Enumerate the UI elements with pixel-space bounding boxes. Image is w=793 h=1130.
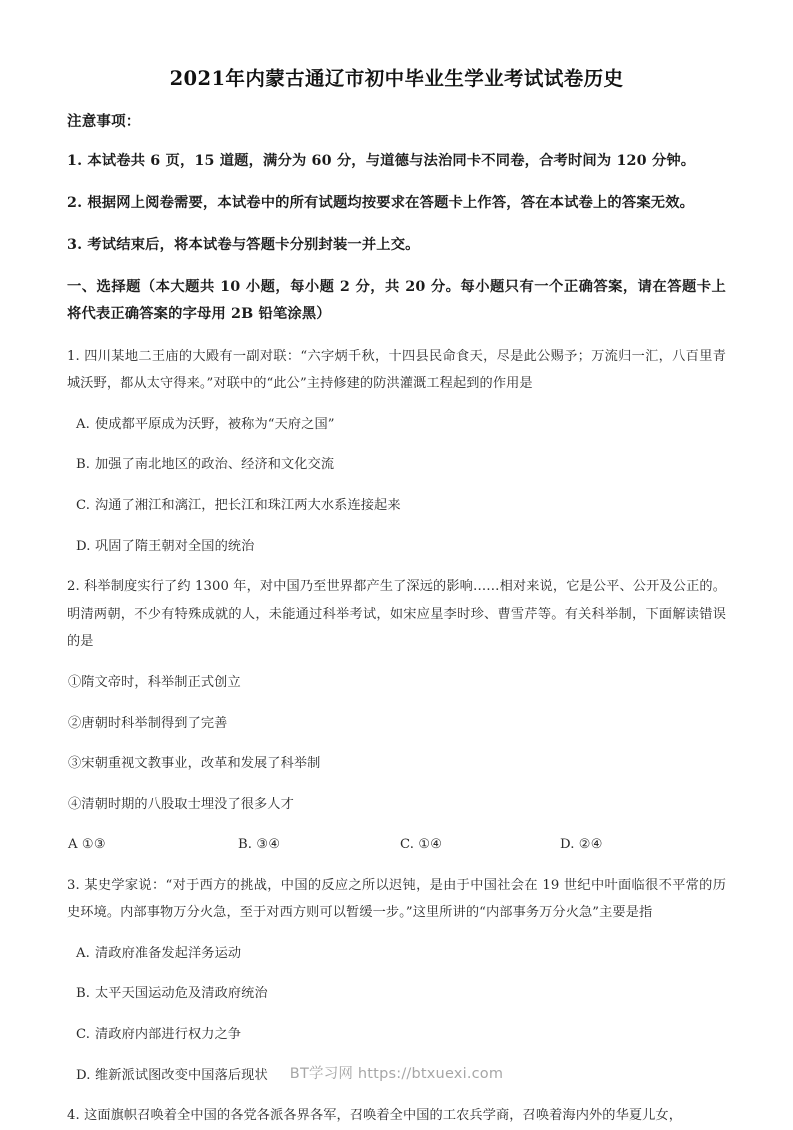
- question-2-statement-2: ②唐朝时科举制得到了完善: [68, 715, 228, 731]
- notice-heading: 注意事项：: [67, 113, 141, 131]
- question-2-options-row: [67, 831, 726, 858]
- question-2-statement-4: ④清朝时期的八股取士埋没了很多人才: [68, 796, 294, 812]
- option-label: A: [68, 837, 78, 853]
- option-text: 清政府内部进行权力之争: [95, 1027, 242, 1043]
- option-text: ①④: [418, 837, 443, 853]
- option-label: B.: [238, 837, 253, 853]
- question-2-option-b[interactable]: [238, 831, 280, 858]
- option-text: 加强了南北地区的政治、经济和文化交流: [95, 457, 335, 473]
- option-text: ①③: [81, 837, 106, 853]
- question-3: [60, 872, 733, 1089]
- footer-watermark: BT学习网 https://btxuexi.com: [289, 1066, 504, 1082]
- option-label: D.: [560, 837, 575, 853]
- option-text: 清政府准备发起洋务运动: [95, 945, 242, 961]
- section-one-heading: 一、选择题（本大题共 10 小题，每小题 2 分，共 20 分。每小题只有一个正确答案，请在答题卡上将代表正确答案的字母用 2B 铅笔涂黑）: [67, 278, 726, 322]
- option-label: C.: [76, 1027, 91, 1043]
- option-text: 太平天国运动危及清政府统治: [95, 986, 268, 1002]
- question-4: [60, 1102, 733, 1129]
- question-2-option-d[interactable]: [560, 831, 603, 858]
- option-label: D.: [76, 538, 91, 554]
- question-2-option-c[interactable]: [400, 831, 442, 858]
- option-label: A.: [76, 416, 90, 432]
- question-3-option-a[interactable]: [67, 940, 726, 967]
- option-text: 维新派试图改变中国落后现状: [95, 1067, 268, 1083]
- question-2: [60, 573, 733, 858]
- option-label: B.: [76, 457, 91, 473]
- option-label: D.: [76, 1067, 91, 1083]
- question-1-option-d[interactable]: [67, 533, 726, 560]
- question-3-option-c[interactable]: [67, 1021, 726, 1048]
- option-text: 使成都平原成为沃野，被称为“天府之国”: [95, 416, 335, 432]
- question-2-stem: 2. 科举制度实行了约 1300 年，对中国乃至世界都产生了深远的影响……相对来说，它是公平、公开及公正的。明清两朝，不少有特殊成就的人，未能通过科举考试，如宋应星李时珍、曹雪芹等。有关科举制，下面解读错误的是: [67, 579, 726, 650]
- question-2-statement-1: ①隋文帝时，科举制正式创立: [68, 674, 241, 690]
- question-2-statement-3: ③宋朝重视文教事业，改革和发展了科举制: [68, 756, 321, 772]
- question-1-option-a[interactable]: [67, 411, 726, 438]
- question-2-option-a[interactable]: [68, 831, 106, 858]
- option-text: ③④: [256, 837, 281, 853]
- notice-item-3: 3. 考试结束后，将本试卷与答题卡分别封装一并上交。: [67, 236, 420, 253]
- option-text: 巩固了隋王朝对全国的统治: [95, 538, 255, 554]
- question-1: [60, 343, 733, 560]
- option-label: C.: [76, 498, 91, 514]
- question-4-stem: 4. 这面旗帜召唤着全中国的各党各派各界各军，召唤着全中国的工农兵学商，召唤着海内外的华夏儿女，: [67, 1108, 683, 1124]
- option-label: C.: [400, 837, 415, 853]
- option-text: 沟通了湘江和漓江，把长江和珠江两大水系连接起来: [95, 498, 401, 514]
- option-label: A.: [76, 945, 90, 961]
- option-label: B.: [76, 986, 91, 1002]
- notice-item-1: 1. 本试卷共 6 页，15 道题，满分为 60 分，与道德与法治同卡不同卷，合考时间为 120 分钟。: [67, 153, 696, 170]
- page-title: 2021年内蒙古通辽市初中毕业生学业考试试卷历史: [169, 67, 624, 90]
- section-one-heading-wrap: [60, 274, 733, 329]
- question-1-stem: 1. 四川某地二王庙的大殿有一副对联：“六字炳千秋，十四县民命食天，尽是此公赐予；万流归一汇，八百里青城沃野，都从太守得来。”对联中的“此公”主持修建的防洪灌溉工程起到的作用是: [67, 348, 726, 392]
- question-1-option-b[interactable]: [67, 451, 726, 478]
- notice-section: [60, 111, 733, 259]
- option-text: ②④: [578, 837, 603, 853]
- question-3-stem: 3. 某史学家说：“对于西方的挑战，中国的反应之所以迟钝，是由于中国社会在 19 世纪中叶面临很不平常的历史环境。内部事物万分火急，至于对西方则可以暂缓一步。”这里所讲的“内部事务万分火急”主要是指: [67, 877, 726, 921]
- question-3-option-b[interactable]: [67, 980, 726, 1007]
- notice-item-2: 2. 根据网上阅卷需要，本试卷中的所有试题均按要求在答题卡上作答，答在本试卷上的答案无效。: [67, 195, 695, 212]
- question-1-option-c[interactable]: [67, 492, 726, 519]
